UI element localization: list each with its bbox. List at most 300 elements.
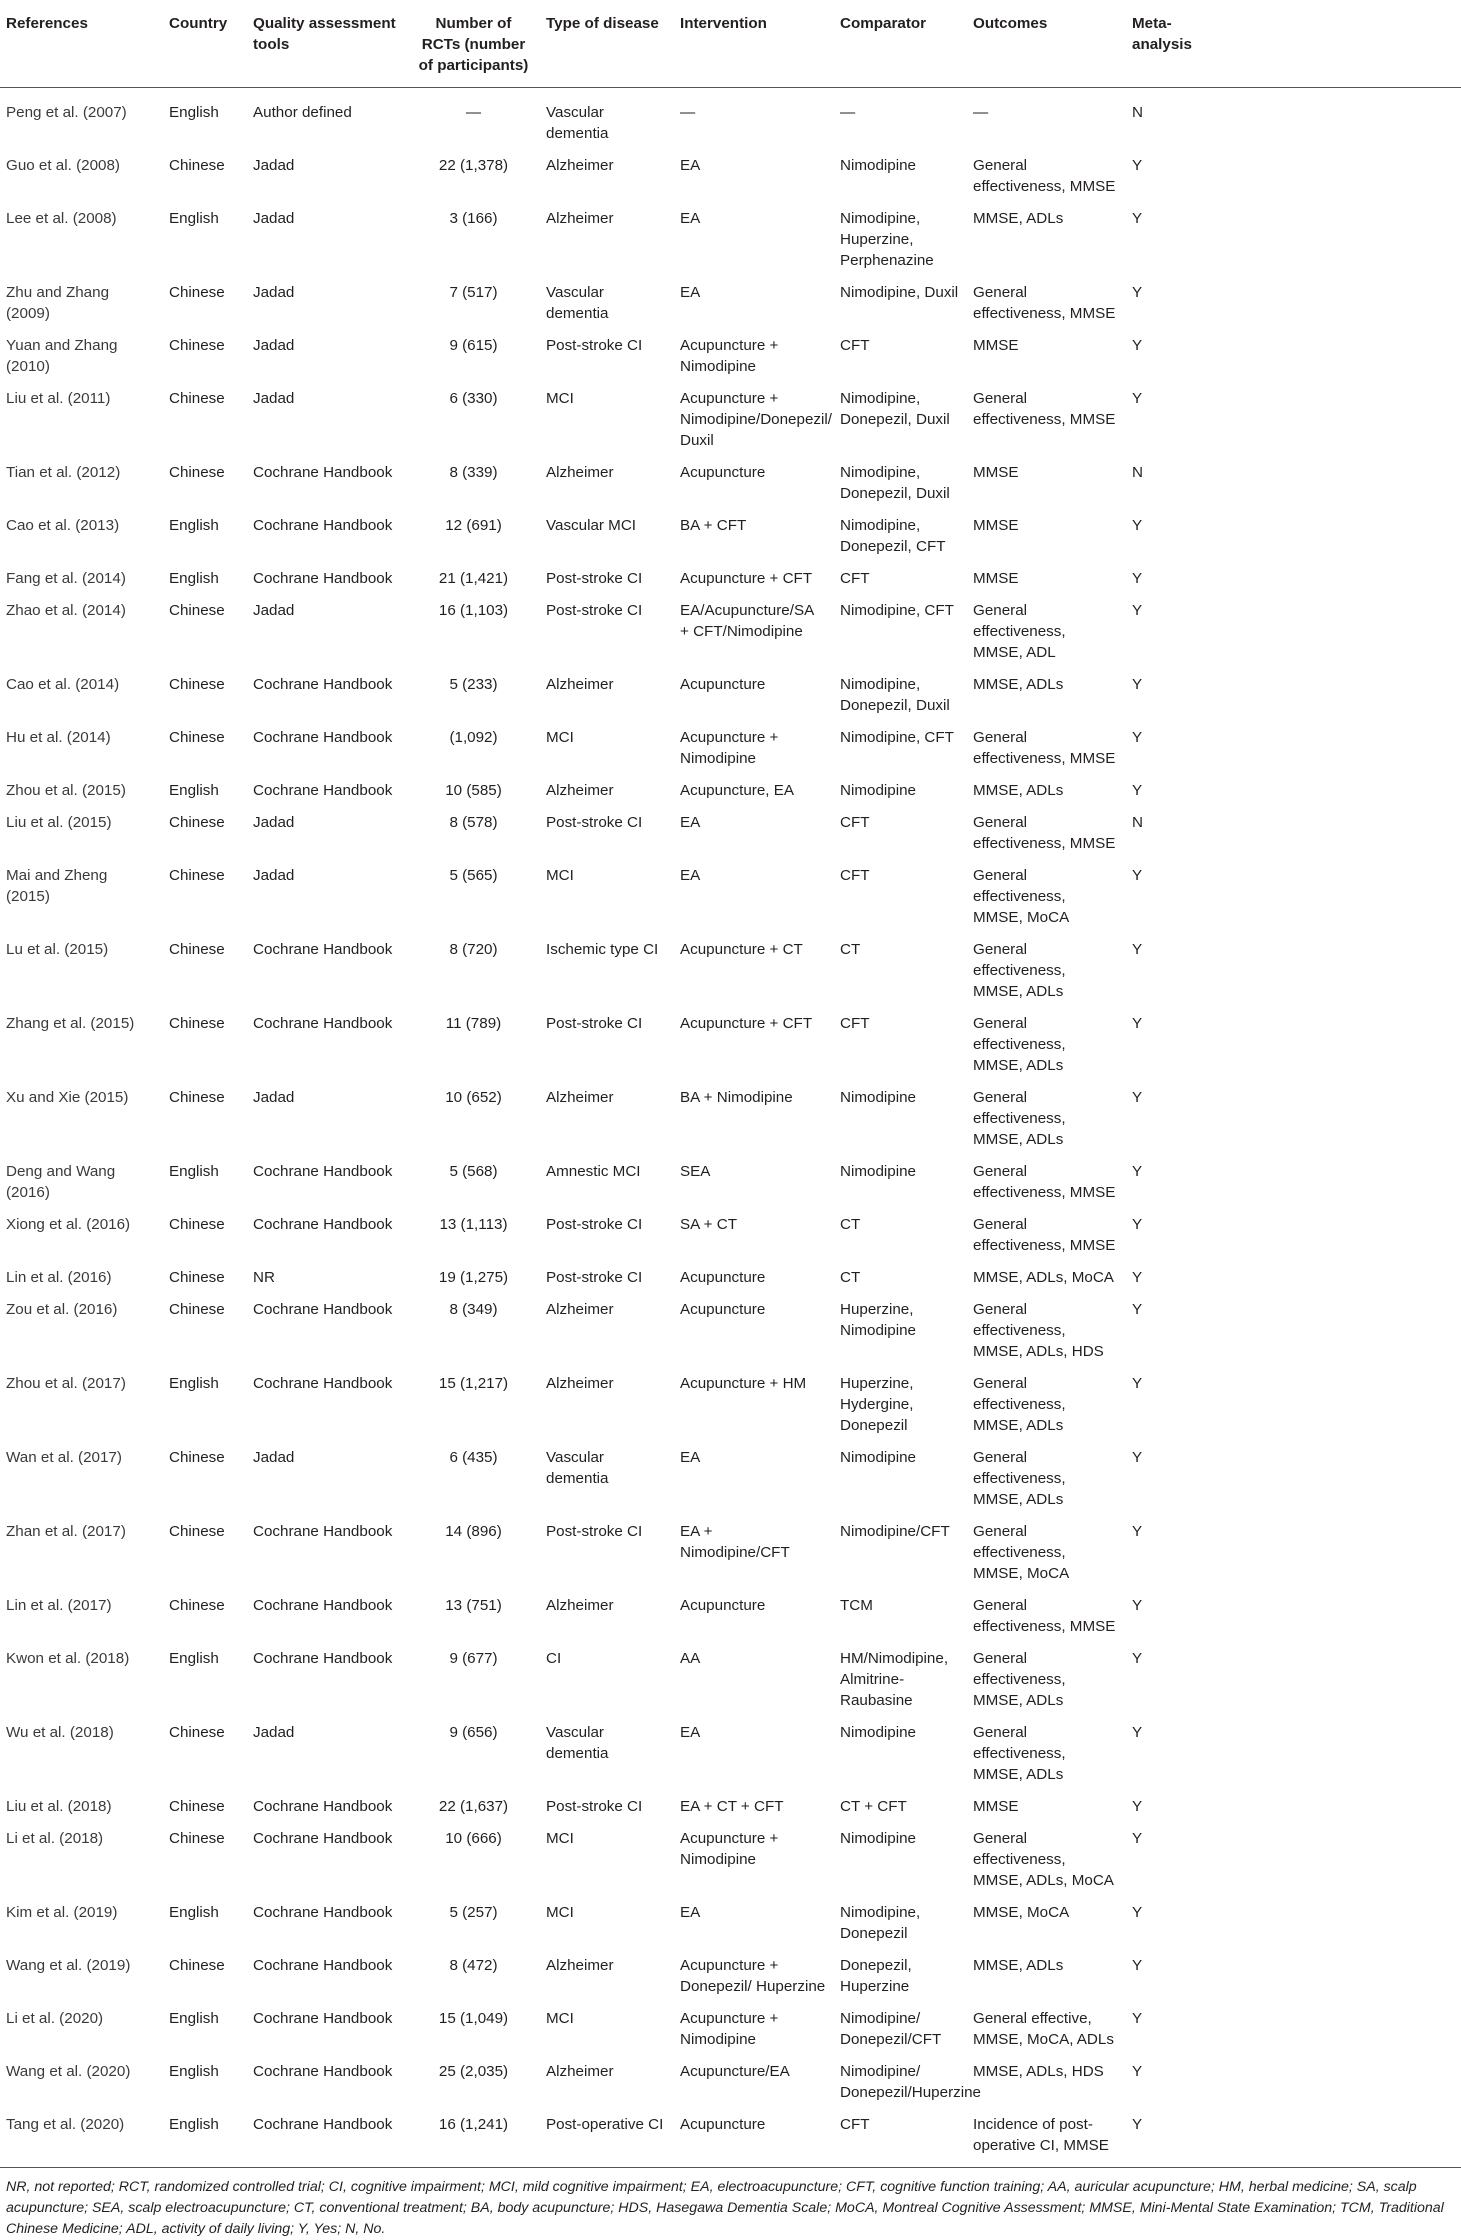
cell-number-of-rcts: 8 (349): [449, 1301, 498, 1318]
table-row: [0, 806, 1461, 859]
cell-quality-tool: Jadad: [253, 284, 295, 301]
cell-meta-analysis: Y: [1132, 1301, 1143, 1318]
cell-intervention: EA: [680, 1449, 701, 1466]
cell-outcomes: General effectiveness, MMSE, ADLs: [973, 1015, 1066, 1074]
cell-number-of-rcts: 5 (565): [449, 867, 498, 884]
cell-intervention: EA/Acupuncture/SA + CFT/Nimodipine: [680, 602, 814, 640]
cell-reference: Kim et al. (2019): [6, 1904, 118, 1921]
cell-meta-analysis: Y: [1132, 867, 1143, 884]
cell-quality-tool: Cochrane Handbook: [253, 1830, 393, 1847]
cell-quality-tool: Cochrane Handbook: [253, 464, 393, 481]
cell-quality-tool: Cochrane Handbook: [253, 1904, 393, 1921]
cell-number-of-rcts: 8 (339): [449, 464, 498, 481]
cell-meta-analysis: Y: [1132, 1957, 1143, 1974]
cell-country: English: [169, 517, 219, 534]
cell-comparator: CT: [840, 1269, 861, 1286]
cell-outcomes: General effectiveness, MMSE: [973, 814, 1116, 852]
cell-intervention: Acupuncture + Nimodipine: [680, 729, 779, 767]
cell-reference: Xiong et al. (2016): [6, 1216, 131, 1233]
cell-meta-analysis: N: [1132, 464, 1143, 481]
cell-disease-type: Alzheimer: [546, 782, 614, 799]
cell-number-of-rcts: —: [465, 104, 482, 121]
cell-number-of-rcts: 12 (691): [445, 517, 502, 534]
cell-reference: Zhou et al. (2015): [6, 782, 126, 799]
table-row: [0, 1589, 1461, 1642]
cell-number-of-rcts: 21 (1,421): [438, 570, 509, 587]
cell-quality-tool: Cochrane Handbook: [253, 570, 393, 587]
cell-intervention: Acupuncture: [680, 1301, 766, 1318]
cell-country: Chinese: [169, 941, 225, 958]
cell-number-of-rcts: 6 (435): [449, 1449, 498, 1466]
table-row: [0, 1515, 1461, 1589]
cell-intervention: EA: [680, 210, 701, 227]
cell-number-of-rcts: 8 (578): [449, 814, 498, 831]
cell-comparator: Nimodipine/ Donepezil/Huperzine: [840, 2063, 981, 2101]
cell-outcomes: MMSE: [973, 337, 1019, 354]
cell-country: Chinese: [169, 867, 225, 884]
cell-intervention: EA: [680, 867, 701, 884]
cell-quality-tool: Cochrane Handbook: [253, 1650, 393, 1667]
cell-intervention: EA: [680, 157, 701, 174]
cell-meta-analysis: Y: [1132, 1216, 1143, 1233]
cell-number-of-rcts: 22 (1,637): [438, 1798, 509, 1815]
cell-reference: Hu et al. (2014): [6, 729, 111, 746]
cell-reference: Lin et al. (2017): [6, 1597, 112, 1614]
cell-intervention: EA: [680, 1904, 701, 1921]
cell-comparator: Nimodipine, Donepezil, Duxil: [840, 676, 950, 714]
cell-disease-type: CI: [546, 1650, 562, 1667]
cell-intervention: EA + Nimodipine/CFT: [680, 1523, 790, 1561]
cell-reference: Wang et al. (2020): [6, 2063, 131, 2080]
cell-outcomes: MMSE, ADLs: [973, 782, 1064, 799]
cell-country: Chinese: [169, 729, 225, 746]
cell-number-of-rcts: 10 (652): [445, 1089, 502, 1106]
cell-intervention: AA: [680, 1650, 701, 1667]
cell-reference: Lee et al. (2008): [6, 210, 117, 227]
cell-country: Chinese: [169, 1089, 225, 1106]
cell-country: English: [169, 1163, 219, 1180]
cell-outcomes: General effectiveness, MMSE, ADLs: [973, 941, 1066, 1000]
col-header-references: References: [0, 0, 163, 88]
cell-quality-tool: Jadad: [253, 210, 295, 227]
cell-quality-tool: Cochrane Handbook: [253, 729, 393, 746]
cell-outcomes: MMSE, MoCA: [973, 1904, 1070, 1921]
cell-disease-type: Alzheimer: [546, 157, 614, 174]
cell-outcomes: MMSE: [973, 1798, 1019, 1815]
cell-quality-tool: Cochrane Handbook: [253, 1301, 393, 1318]
cell-meta-analysis: Y: [1132, 941, 1143, 958]
table-row: [0, 149, 1461, 202]
cell-outcomes: General effectiveness, MMSE: [973, 729, 1116, 767]
cell-number-of-rcts: 10 (666): [445, 1830, 502, 1847]
cell-country: Chinese: [169, 1724, 225, 1741]
cell-quality-tool: Author defined: [253, 104, 352, 121]
cell-reference: Liu et al. (2011): [6, 390, 111, 407]
cell-quality-tool: Cochrane Handbook: [253, 1015, 393, 1032]
cell-comparator: Nimodipine, CFT: [840, 602, 954, 619]
cell-number-of-rcts: 5 (257): [449, 1904, 498, 1921]
cell-comparator: Nimodipine: [840, 157, 916, 174]
cell-number-of-rcts: 7 (517): [449, 284, 498, 301]
table-row: [0, 1208, 1461, 1261]
cell-quality-tool: Jadad: [253, 867, 295, 884]
col-header-quality-tools: Quality assessment tools: [247, 0, 409, 88]
cell-intervention: Acupuncture: [680, 1269, 766, 1286]
col-header-type-of-disease: Type of disease: [540, 0, 674, 88]
cell-comparator: CFT: [840, 337, 870, 354]
cell-meta-analysis: Y: [1132, 1449, 1143, 1466]
table-row: [0, 1822, 1461, 1896]
col-header-comparator: Comparator: [834, 0, 967, 88]
cell-number-of-rcts: 5 (568): [449, 1163, 498, 1180]
cell-comparator: CFT: [840, 814, 870, 831]
cell-country: Chinese: [169, 602, 225, 619]
cell-disease-type: Alzheimer: [546, 210, 614, 227]
cell-outcomes: MMSE, ADLs: [973, 1957, 1064, 1974]
cell-comparator: Nimodipine, Donepezil: [840, 1904, 921, 1942]
cell-intervention: Acupuncture + Nimodipine/Donepezil/ Duxil: [680, 390, 832, 449]
cell-intervention: EA + CT + CFT: [680, 1798, 784, 1815]
cell-comparator: Nimodipine, Donepezil, CFT: [840, 517, 946, 555]
cell-disease-type: Vascular dementia: [546, 104, 609, 142]
cell-reference: Deng and Wang (2016): [6, 1163, 116, 1201]
cell-intervention: EA: [680, 284, 701, 301]
cell-quality-tool: Cochrane Handbook: [253, 1375, 393, 1392]
cell-comparator: CFT: [840, 570, 870, 587]
cell-quality-tool: Cochrane Handbook: [253, 1216, 393, 1233]
cell-country: English: [169, 570, 219, 587]
cell-reference: Zhu and Zhang (2009): [6, 284, 110, 322]
cell-disease-type: Post-stroke CI: [546, 570, 643, 587]
cell-meta-analysis: Y: [1132, 2116, 1143, 2133]
cell-number-of-rcts: 8 (720): [449, 941, 498, 958]
cell-outcomes: General effective, MMSE, MoCA, ADLs: [973, 2010, 1114, 2048]
cell-country: English: [169, 782, 219, 799]
cell-meta-analysis: Y: [1132, 1163, 1143, 1180]
cell-reference: Mai and Zheng (2015): [6, 867, 108, 905]
cell-reference: Wan et al. (2017): [6, 1449, 122, 1466]
cell-outcomes: —: [973, 104, 989, 121]
cell-quality-tool: Jadad: [253, 1449, 295, 1466]
table-row: [0, 1007, 1461, 1081]
cell-meta-analysis: Y: [1132, 676, 1143, 693]
cell-meta-analysis: Y: [1132, 2010, 1143, 2027]
cell-meta-analysis: Y: [1132, 1650, 1143, 1667]
cell-country: Chinese: [169, 464, 225, 481]
cell-quality-tool: NR: [253, 1269, 275, 1286]
cell-number-of-rcts: 19 (1,275): [438, 1269, 509, 1286]
cell-quality-tool: Jadad: [253, 1724, 295, 1741]
cell-intervention: SEA: [680, 1163, 711, 1180]
cell-intervention: Acupuncture + CFT: [680, 570, 813, 587]
cell-meta-analysis: Y: [1132, 337, 1143, 354]
cell-outcomes: Incidence of post-operative CI, MMSE: [973, 2116, 1109, 2154]
cell-disease-type: Alzheimer: [546, 464, 614, 481]
cell-quality-tool: Jadad: [253, 814, 295, 831]
cell-country: Chinese: [169, 1523, 225, 1540]
cell-comparator: CT: [840, 1216, 861, 1233]
cell-intervention: Acupuncture + Nimodipine: [680, 337, 779, 375]
table-footnote: NR, not reported; RCT, randomized controlled trial; CI, cognitive impairment; MCI, mild cognitive impairment; EA, electroacupuncture; CFT, cognitive function training; AA, auricular acupuncture; HM, herbal medicine; SA, scalp acupuncture; SEA, scalp electroacupuncture; CT, conventional treatment; BA, body acupuncture; HDS, Hasegawa Dementia Scale; MoCA, Montreal Cognitive Assessment; MMSE, Mini-Mental State Examination; TCM, Traditional Chinese Medicine; ADL, activity of daily living; Y, Yes; N, No.: [0, 2167, 1461, 2240]
cell-reference: Wu et al. (2018): [6, 1724, 114, 1741]
cell-disease-type: Vascular dementia: [546, 1449, 609, 1487]
cell-meta-analysis: Y: [1132, 1597, 1143, 1614]
cell-quality-tool: Cochrane Handbook: [253, 2063, 393, 2080]
cell-quality-tool: Cochrane Handbook: [253, 676, 393, 693]
cell-country: Chinese: [169, 1269, 225, 1286]
cell-country: English: [169, 1650, 219, 1667]
cell-reference: Wang et al. (2019): [6, 1957, 131, 1974]
cell-country: Chinese: [169, 284, 225, 301]
cell-reference: Zou et al. (2016): [6, 1301, 118, 1318]
cell-disease-type: Post-stroke CI: [546, 1015, 643, 1032]
cell-comparator: CT + CFT: [840, 1798, 907, 1815]
table-row: [0, 88, 1461, 150]
cell-disease-type: Post-stroke CI: [546, 337, 643, 354]
table-row: [0, 721, 1461, 774]
cell-meta-analysis: N: [1132, 104, 1143, 121]
cell-disease-type: Vascular dementia: [546, 284, 609, 322]
cell-meta-analysis: Y: [1132, 157, 1143, 174]
cell-comparator: Nimodipine, Donepezil, Duxil: [840, 464, 950, 502]
cell-quality-tool: Jadad: [253, 337, 295, 354]
cell-meta-analysis: Y: [1132, 782, 1143, 799]
cell-comparator: Nimodipine: [840, 1724, 916, 1741]
cell-reference: Peng et al. (2007): [6, 104, 127, 121]
cell-reference: Xu and Xie (2015): [6, 1089, 129, 1106]
cell-intervention: Acupuncture + Nimodipine: [680, 1830, 779, 1868]
table-row: [0, 933, 1461, 1007]
cell-outcomes: General effectiveness, MMSE, ADLs: [973, 1650, 1066, 1709]
cell-quality-tool: Cochrane Handbook: [253, 2116, 393, 2133]
cell-country: Chinese: [169, 1015, 225, 1032]
cell-number-of-rcts: 13 (751): [445, 1597, 502, 1614]
table-row: [0, 1790, 1461, 1822]
col-header-meta-analysis: Meta-analysis: [1126, 0, 1461, 88]
cell-intervention: BA + CFT: [680, 517, 747, 534]
cell-reference: Tang et al. (2020): [6, 2116, 125, 2133]
cell-meta-analysis: Y: [1132, 1798, 1143, 1815]
cell-intervention: Acupuncture + Nimodipine: [680, 2010, 779, 2048]
cell-country: English: [169, 1375, 219, 1392]
cell-country: Chinese: [169, 1216, 225, 1233]
cell-intervention: Acupuncture, EA: [680, 782, 794, 799]
cell-reference: Li et al. (2018): [6, 1830, 104, 1847]
cell-comparator: Nimodipine: [840, 782, 916, 799]
cell-number-of-rcts: 16 (1,103): [438, 602, 509, 619]
cell-outcomes: General effectiveness, MMSE: [973, 1163, 1116, 1201]
cell-disease-type: Post-stroke CI: [546, 1523, 643, 1540]
cell-intervention: Acupuncture + CT: [680, 941, 803, 958]
cell-reference: Zhao et al. (2014): [6, 602, 126, 619]
cell-country: Chinese: [169, 1830, 225, 1847]
cell-comparator: HM/Nimodipine, Almitrine-Raubasine: [840, 1650, 949, 1709]
cell-comparator: Nimodipine/CFT: [840, 1523, 950, 1540]
cell-outcomes: General effectiveness, MMSE, ADLs, MoCA: [973, 1830, 1114, 1889]
cell-disease-type: Post-stroke CI: [546, 602, 643, 619]
table-row: [0, 1642, 1461, 1716]
cell-intervention: BA + Nimodipine: [680, 1089, 793, 1106]
cell-quality-tool: Cochrane Handbook: [253, 1523, 393, 1540]
cell-number-of-rcts: 15 (1,049): [438, 2010, 509, 2027]
cell-comparator: Nimodipine, Donepezil, Duxil: [840, 390, 950, 428]
cell-country: Chinese: [169, 1597, 225, 1614]
cell-outcomes: General effectiveness, MMSE: [973, 390, 1116, 428]
cell-quality-tool: Jadad: [253, 1089, 295, 1106]
cell-quality-tool: Jadad: [253, 602, 295, 619]
cell-disease-type: Amnestic MCI: [546, 1163, 641, 1180]
cell-country: Chinese: [169, 157, 225, 174]
cell-comparator: CFT: [840, 867, 870, 884]
table-row: [0, 1716, 1461, 1790]
cell-reference: Lin et al. (2016): [6, 1269, 112, 1286]
cell-intervention: EA: [680, 1724, 701, 1741]
cell-meta-analysis: Y: [1132, 390, 1143, 407]
cell-disease-type: MCI: [546, 1830, 574, 1847]
cell-number-of-rcts: 6 (330): [449, 390, 498, 407]
cell-country: Chinese: [169, 1957, 225, 1974]
table-row: [0, 1155, 1461, 1208]
cell-disease-type: Post-stroke CI: [546, 814, 643, 831]
cell-number-of-rcts: 9 (677): [449, 1650, 498, 1667]
cell-reference: Kwon et al. (2018): [6, 1650, 130, 1667]
cell-disease-type: Alzheimer: [546, 1089, 614, 1106]
col-header-number-of-rcts: Number of RCTs (number of participants): [409, 0, 540, 88]
cell-meta-analysis: Y: [1132, 602, 1143, 619]
cell-reference: Cao et al. (2014): [6, 676, 120, 693]
cell-quality-tool: Cochrane Handbook: [253, 1597, 393, 1614]
cell-meta-analysis: N: [1132, 814, 1143, 831]
cell-outcomes: MMSE: [973, 570, 1019, 587]
cell-comparator: CFT: [840, 1015, 870, 1032]
cell-outcomes: MMSE, ADLs, MoCA: [973, 1269, 1114, 1286]
table-row: [0, 859, 1461, 933]
cell-country: Chinese: [169, 814, 225, 831]
cell-reference: Liu et al. (2018): [6, 1798, 112, 1815]
table-row: [0, 1293, 1461, 1367]
table-row: [0, 2002, 1461, 2055]
cell-country: Chinese: [169, 1798, 225, 1815]
cell-meta-analysis: Y: [1132, 1830, 1143, 1847]
cell-intervention: Acupuncture: [680, 464, 766, 481]
cell-disease-type: Post-stroke CI: [546, 1269, 643, 1286]
cell-disease-type: Alzheimer: [546, 676, 614, 693]
cell-intervention: EA: [680, 814, 701, 831]
cell-comparator: Huperzine, Hydergine, Donepezil: [840, 1375, 914, 1434]
table-row: [0, 509, 1461, 562]
table-row: [0, 202, 1461, 276]
cell-outcomes: General effectiveness, MMSE, ADL: [973, 602, 1066, 661]
table-row: [0, 1081, 1461, 1155]
cell-disease-type: Alzheimer: [546, 1375, 614, 1392]
cell-outcomes: General effectiveness, MMSE, ADLs: [973, 1449, 1066, 1508]
cell-disease-type: Alzheimer: [546, 1597, 614, 1614]
cell-meta-analysis: Y: [1132, 729, 1143, 746]
cell-country: Chinese: [169, 676, 225, 693]
cell-meta-analysis: Y: [1132, 570, 1143, 587]
cell-reference: Tian et al. (2012): [6, 464, 121, 481]
cell-intervention: Acupuncture: [680, 676, 766, 693]
cell-outcomes: General effectiveness, MMSE: [973, 284, 1116, 322]
col-header-outcomes: Outcomes: [967, 0, 1126, 88]
cell-quality-tool: Jadad: [253, 390, 295, 407]
cell-outcomes: General effectiveness, MMSE: [973, 1216, 1116, 1254]
table-row: [0, 1367, 1461, 1441]
cell-country: English: [169, 2116, 219, 2133]
cell-country: Chinese: [169, 1449, 225, 1466]
cell-country: English: [169, 2010, 219, 2027]
cell-comparator: Nimodipine: [840, 1089, 916, 1106]
cell-meta-analysis: Y: [1132, 210, 1143, 227]
cell-disease-type: Post-stroke CI: [546, 1216, 643, 1233]
table-row: [0, 456, 1461, 509]
cell-number-of-rcts: 14 (896): [445, 1523, 502, 1540]
cell-intervention: Acupuncture + CFT: [680, 1015, 813, 1032]
cell-comparator: Huperzine, Nimodipine: [840, 1301, 916, 1339]
cell-reference: Guo et al. (2008): [6, 157, 120, 174]
cell-intervention: Acupuncture: [680, 1597, 766, 1614]
cell-reference: Lu et al. (2015): [6, 941, 109, 958]
cell-quality-tool: Cochrane Handbook: [253, 1163, 393, 1180]
table-row: [0, 1261, 1461, 1293]
cell-outcomes: MMSE: [973, 464, 1019, 481]
cell-outcomes: General effectiveness, MMSE: [973, 157, 1116, 195]
col-header-country: Country: [163, 0, 247, 88]
table-row: [0, 2055, 1461, 2108]
cell-number-of-rcts: 3 (166): [449, 210, 498, 227]
table-row: [0, 329, 1461, 382]
cell-quality-tool: Jadad: [253, 157, 295, 174]
cell-disease-type: Vascular MCI: [546, 517, 637, 534]
cell-meta-analysis: Y: [1132, 1375, 1143, 1392]
cell-number-of-rcts: 11 (789): [445, 1015, 502, 1032]
cell-outcomes: General effectiveness, MMSE, MoCA: [973, 867, 1070, 926]
cell-country: English: [169, 104, 219, 121]
table-row: [0, 1896, 1461, 1949]
cell-reference: Yuan and Zhang (2010): [6, 337, 118, 375]
cell-number-of-rcts: 22 (1,378): [438, 157, 509, 174]
cell-intervention: SA + CT: [680, 1216, 737, 1233]
cell-quality-tool: Cochrane Handbook: [253, 517, 393, 534]
cell-comparator: Nimodipine, Huperzine, Perphenazine: [840, 210, 934, 269]
cell-outcomes: MMSE, ADLs: [973, 676, 1064, 693]
cell-disease-type: Alzheimer: [546, 2063, 614, 2080]
cell-comparator: Nimodipine: [840, 1163, 916, 1180]
cell-meta-analysis: Y: [1132, 1015, 1143, 1032]
cell-intervention: Acupuncture + Donepezil/ Huperzine: [680, 1957, 826, 1995]
cell-country: English: [169, 1904, 219, 1921]
cell-quality-tool: Cochrane Handbook: [253, 782, 393, 799]
cell-intervention: Acupuncture + HM: [680, 1375, 807, 1392]
table-row: [0, 594, 1461, 668]
table-row: [0, 2108, 1461, 2161]
cell-comparator: Nimodipine/ Donepezil/CFT: [840, 2010, 942, 2048]
cell-disease-type: Vascular dementia: [546, 1724, 609, 1762]
cell-country: Chinese: [169, 337, 225, 354]
cell-country: Chinese: [169, 390, 225, 407]
cell-outcomes: General effectiveness, MMSE: [973, 1597, 1116, 1635]
table-row: [0, 668, 1461, 721]
cell-outcomes: General effectiveness, MMSE, ADLs, HDS: [973, 1301, 1104, 1360]
cell-comparator: Nimodipine: [840, 1830, 916, 1847]
table-row: [0, 1441, 1461, 1515]
cell-number-of-rcts: 9 (656): [449, 1724, 498, 1741]
cell-number-of-rcts: (1,092): [449, 729, 498, 746]
cell-number-of-rcts: 8 (472): [449, 1957, 498, 1974]
cell-comparator: Nimodipine, CFT: [840, 729, 954, 746]
cell-reference: Zhou et al. (2017): [6, 1375, 126, 1392]
cell-number-of-rcts: 5 (233): [449, 676, 498, 693]
